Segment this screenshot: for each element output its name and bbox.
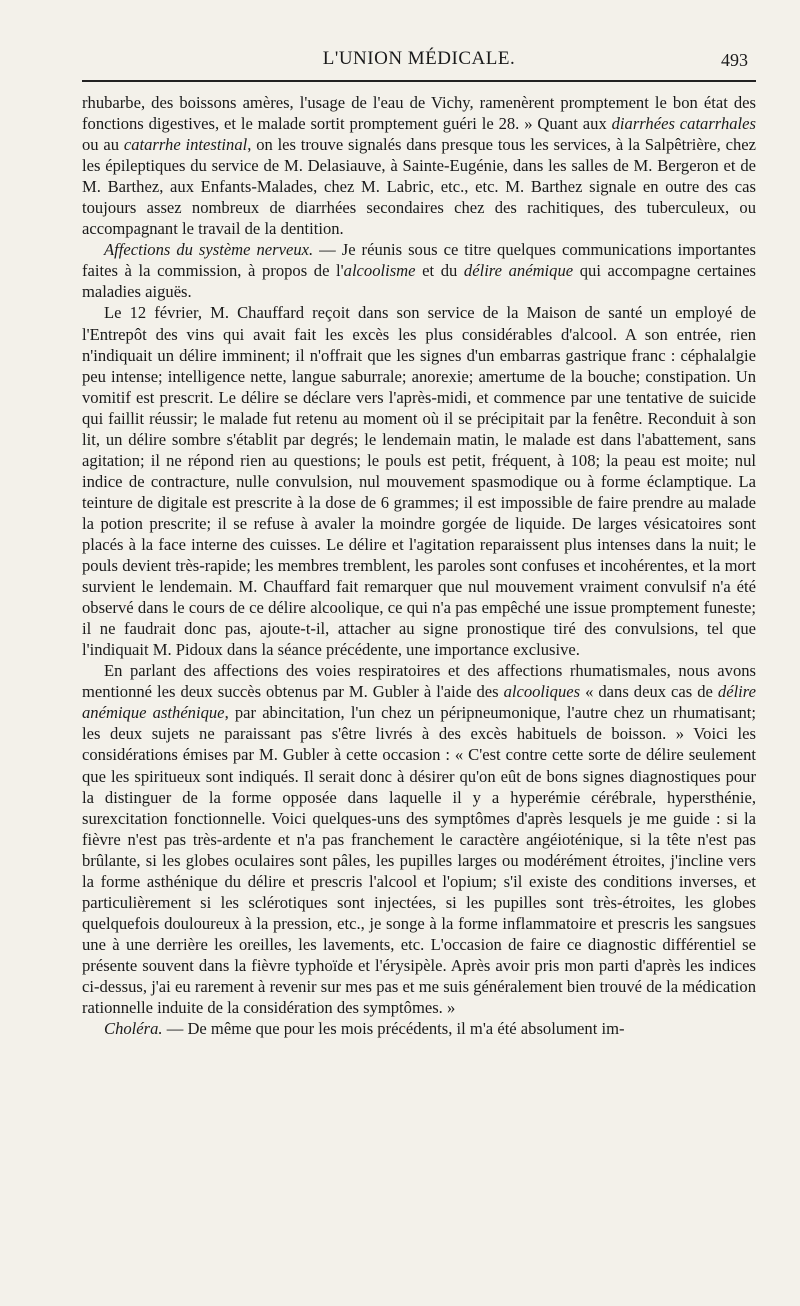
text-run: — De même que pour les mois précédents, il m'a été absolument im- xyxy=(162,1019,625,1039)
italic-run: alcoolisme xyxy=(343,261,416,281)
text-run: , on les trouve signalés dans presque tous les services, à la Salpêtrière, chez les épileptiques du service de M. Delasiauve, à Sainte-Eugénie, dans les salles de M. Bergeron et de M. Barthez, aux Enfants-Malades, chez M. Labric, etc., etc. M. Barthez signale en outre des cas toujours assez nombreux de diarrhées secondaires chez des rachitiques, des tuberculeux, ou accompagnant le travail de la dentition. xyxy=(82,135,756,239)
italic-run: délire anémique xyxy=(463,261,574,281)
text-run: rhubarbe, des boissons amères, l'usage de l'eau de Vichy, ramenèrent promptement le bon état des fonctions digestives, et le malade sortit promptement guéri le 28. » Quant aux xyxy=(82,93,756,134)
text-run: « dans deux cas de xyxy=(580,682,718,702)
page-number: 493 xyxy=(721,50,748,70)
running-title: L'UNION MÉDICALE. xyxy=(322,48,516,69)
text-run: Le 12 février, M. Chauffard reçoit dans son service de la Maison de santé un employé de l'Entrepôt des vins qui avait fait les excès les plus considérables d'alcool. A son entrée, rien n'indiquait un délire imminent; il n'offrait que les signes d'un embarras gastrique franc : céphalalgie peu intense; intelligence nette, langue saburrale; anorexie; amertume de la bouche; constipation. Un vomitif est prescrit. Le délire se déclare vers l'après-midi, et commence par une tentative de suicide qui faillit réussir; le malade fut retenu au moment où il se précipitait par la fenêtre. Reconduit à son lit, un délire sombre s'établit par degrés; le lendemain matin, le malade est dans l'abattement, sans agitation; il ne répond rien au questions; le pouls est petit, fréquent, à 108; la peau est moite; nul indice de contracture, nulle convulsion, nul mouvement spasmodique ou à forme éclamptique. La teinture de digitale est prescrite à la dose de 6 grammes; il est impossible de faire prendre au malade la potion prescrite; il se refuse à avaler la moindre gorgée de liquide. De larges vésicatoires sont placés à la face interne des cuisses. Le délire et l'agitation reparaissent plus intenses dans la nuit; le pouls devient très-rapide; les membres tremblent, les paroles sont confuses et incohérentes, et la mort survient le lendemain. M. Chauffard fait remarquer que nul mouvement vraiment convulsif n'a été observé dans le cours de ce délire alcoolique, ce qui n'a pas empêché une issue promptement funeste; il ne faudrait donc pas, ajoute-t-il, attacher au signe pronostique tiré des convulsions, tel que l'indiquait M. Pidoux dans la séance précédente, une importance exclusive. xyxy=(82,303,756,660)
text-run: En parlant des affections des voies respiratoires et des affections rhumatismales, nous avons mentionné les deux succès obtenus par M. Gubler à l'aide des xyxy=(82,661,756,702)
paragraph xyxy=(82,1018,756,1039)
paragraph xyxy=(82,92,756,239)
italic-run: catarrhe intestinal xyxy=(123,135,248,155)
page-header xyxy=(82,44,756,76)
italic-run: délire anémique asthénique xyxy=(82,682,756,723)
italic-run: Choléra. xyxy=(104,1019,163,1039)
header-rule xyxy=(82,80,756,82)
article-body xyxy=(82,92,756,1039)
paragraph xyxy=(82,660,756,1018)
text-run: qui accompagne certaines maladies aiguës. xyxy=(82,261,757,302)
paragraph xyxy=(82,302,756,660)
text-run: — Je réunis sous ce titre quelques communications importantes faites à la commission, à propos de l' xyxy=(82,240,756,281)
text-run: et du xyxy=(415,261,464,281)
text-run: ou au xyxy=(82,135,124,155)
italic-run: alcooliques xyxy=(503,682,581,702)
paragraph xyxy=(82,239,756,302)
text-run: , par abincitation, l'un chez un péripneumonique, l'autre chez un rhumatisant; les deux sujets ne paraissant pas s'être livrés à des excès habituels de boisson. » Voici les considérations émises par M. Gubler à cette occasion : « C'est contre cette sorte de délire seulement que les spiritueux sont indiqués. Il serait donc à désirer qu'on eût de bons signes diagnostiques pour la distinguer de la forme opposée dans laquelle il y a hyperémie cérébrale, hypersthénie, surexcitation fonctionnelle. Voici quelques-uns des symptômes d'après lesquels je me guide : si la fièvre n'est pas très-ardente et n'a pas franchement le caractère angéioténique, si la tête n'est pas brûlante, si les globes oculaires sont pâles, les pupilles larges ou modérément étroites, j'incline vers la forme asthénique du délire et prescris l'alcool et l'opium; s'il existe des conditions inverses, et particulièrement si les sclérotiques sont injectées, si les pupilles sont très-étroites, les globes quelquefois douloureux à la pression, etc., je songe à la forme inflammatoire et prescris les sangsues une à une derrière les oreilles, les lavements, etc. L'occasion de faire ce diagnostic différentiel se présente souvent dans la fièvre typhoïde et l'érysipèle. Après avoir pris mon parti d'après les indices ci-dessus, j'ai eu rarement à revenir sur mes pas et me suis généralement bien trouvé de la médication rationnelle induite de la considération des symptômes. » xyxy=(82,703,756,1018)
italic-run: diarrhées catarrhales xyxy=(611,114,756,134)
italic-run: Affections du système nerveux. xyxy=(104,240,314,260)
page xyxy=(82,44,756,1039)
